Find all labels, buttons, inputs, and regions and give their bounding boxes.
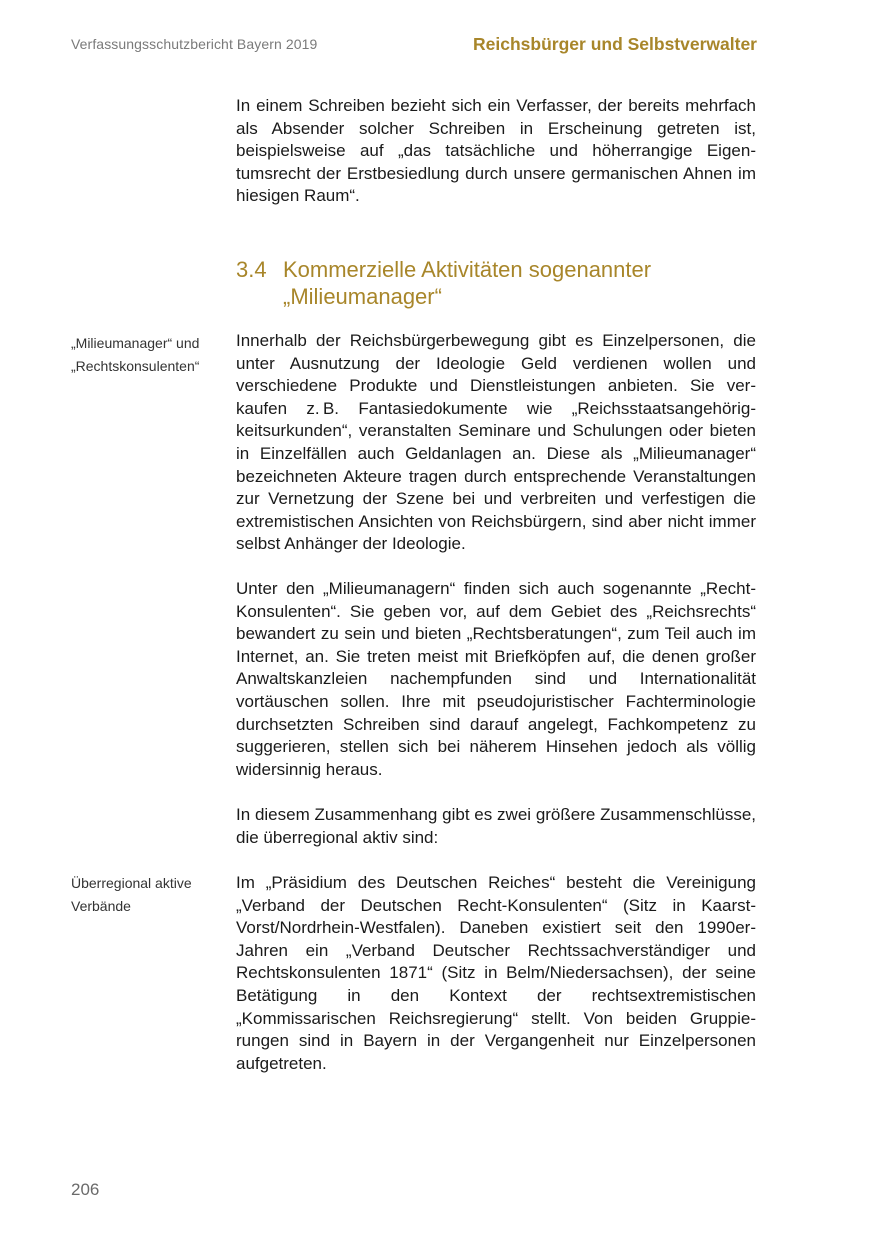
section-title-line2: „Milieumanager“ [283, 284, 442, 309]
body-paragraph-3: In diesem Zusammenhang gibt es zwei größere Zusammenschlüsse, die überregional aktiv sind: [236, 805, 756, 847]
running-header-chapter: Reichsbürger und Selbstverwalter [473, 34, 757, 54]
body-paragraph-1: Innerhalb der Reichsbürgerbewegung gibt es Einzelpersonen, die unter Ausnutzung der Ideologie Geld verdienen wollen und verschiedene Produkte und Dienstleistungen anbieten. Sie verkaufen z. B. Fantasiedokumente wie „Reichsstaatsangehörigkeitsurkunden“, veranstalten Seminare und Schulungen oder bieten in Einzelfällen auch Geldanlagen an. Diese als „Milieumanager“ bezeichneten Akteure tragen durch entsprechende Veranstaltungen zur Vernetzung der Szene bei und verbreiten und verfestigen die extremistischen Ansichten von Reichsbürgern, sind aber nicht immer selbst Anhänger der Ideologie. [236, 331, 756, 554]
body-paragraph-2: Unter den „Milieumanagern“ finden sich auch sogenannte „Recht-Konsulenten“. Sie geben vor, auf dem Gebiet des „Reichsrechts“ bewandert zu sein und bieten „Rechtsberatungen“, zum Teil auch im Internet, an. Sie treten meist mit Briefköpfen auf, die denen großer Anwaltskanzleien nachempfunden sind und Internationalität vortäuschen sollen. Ihre mit pseudojuristischer Fachterminologie durchsetzten Schreiben sind darauf angelegt, Fachkompetenz zu suggerieren, stellen sich bei näherem Hinsehen jedoch als völlig widersinnig heraus. [236, 579, 756, 779]
section-title-line1: Kommerzielle Aktivitäten sogenannter [283, 257, 652, 282]
intro-paragraph: In einem Schreiben bezieht sich ein Verfasser, der bereits mehrfach als Absender solcher Schreiben in Erscheinung getreten ist, beispielsweise auf „das tatsächliche und höherrangige Eigentumsrecht der Erstbesiedlung durch unsere germanischen Ahnen im hiesigen Raum“. [236, 96, 756, 206]
section-heading [236, 256, 756, 310]
page-number: 206 [71, 1180, 100, 1199]
margin-note-milieumanager: „Milieumanager“ und „Rechtskonsulenten“ [71, 335, 200, 374]
body-paragraph-4: Im „Präsidium des Deutschen Reiches“ besteht die Vereinigung „Verband der Deutschen Recht-Konsulenten“ (Sitz in Kaarst-Vorst/Nordrhein-Westfalen). Daneben existiert seit den 1990er-Jahren ein „Verband Deutscher Rechtssachverständiger und Rechtskonsulenten 1871“ (Sitz in Belm/Niedersachsen), der seine Betätigung in den Kontext der rechtsextremistischen „Kommissarischen Reichsregierung“ stellt. Von beiden Gruppierungen sind in Bayern in der Vergangenheit nur Einzelpersonen aufgetreten. [236, 873, 756, 1073]
margin-note-verbaende: Überregional aktive Verbände [71, 875, 192, 914]
running-header-publication: Verfassungsschutzbericht Bayern 2019 [71, 36, 318, 52]
section-number: 3.4 [236, 257, 267, 282]
